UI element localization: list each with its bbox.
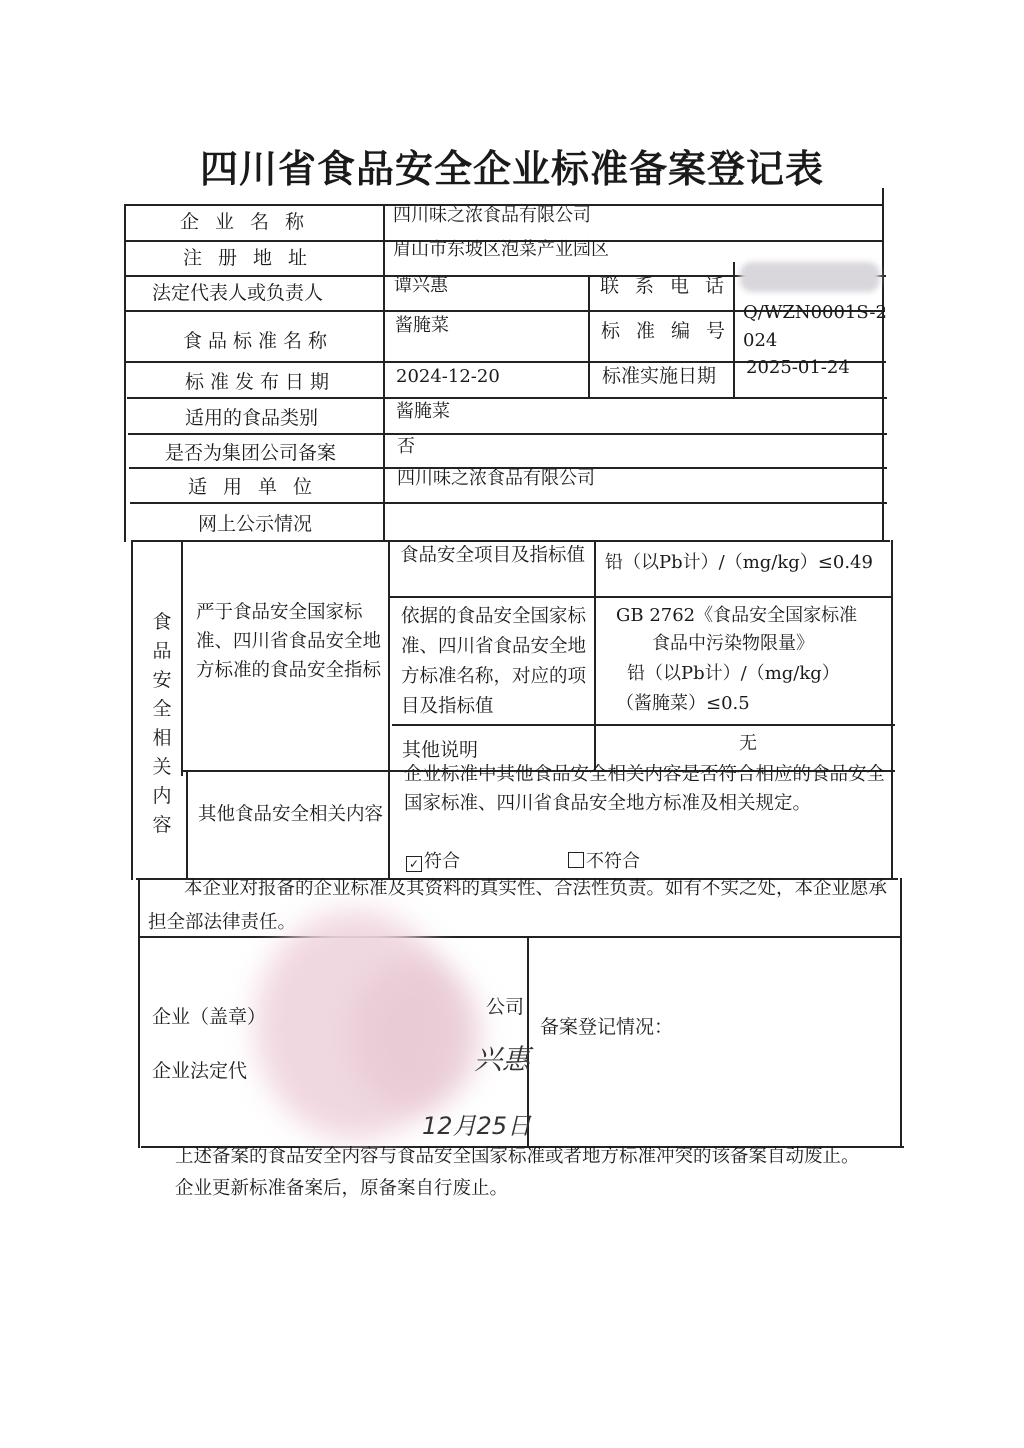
company-seal-label: 企业（盖章） <box>152 1006 267 1028</box>
company-name-label: 企业名称 <box>180 211 321 233</box>
registered-address-value: 眉山市东坡区泡菜产业园区 <box>393 239 609 260</box>
company-name-value: 四川味之浓食品有限公司 <box>393 205 591 226</box>
publish-date-label: 标准发布日期 <box>185 371 336 393</box>
table-rule <box>392 724 895 726</box>
seal-blur-overlay <box>350 960 480 1110</box>
table-rule <box>594 540 596 772</box>
basis-standard-label: 依据的食品安全国家标准、四川省食品安全地方标准名称，对应的项目及指标值 <box>401 606 587 717</box>
publish-date-value: 2024-12-20 <box>396 366 500 387</box>
other-content-question: 企业标准中其他食品安全相关内容是否符合相应的食品安全国家标准、四川省食品安全地方标准及相关规定。 <box>404 764 886 814</box>
safety-section-side-label: 食品安全相关内容 <box>152 611 172 836</box>
other-note-label: 其他说明 <box>402 739 479 761</box>
basis-standard-value-line1: GB 2762《食品安全国家标准 <box>616 605 858 626</box>
online-publicity-label: 网上公示情况 <box>198 513 313 535</box>
table-rule <box>388 596 893 598</box>
table-rule <box>138 878 140 1148</box>
option-comply-label: 符合 <box>424 851 460 872</box>
declaration-text: 本企业对报备的企业标准及其资料的真实性、合法性负责。如有不实之处，本企业愿承担全部法律责任。 <box>148 878 888 933</box>
phone-label: 联系电话 <box>600 275 741 297</box>
safety-item-value: 铅（以Pb计）/（mg/kg）≤0.49 <box>605 552 873 573</box>
table-rule <box>900 878 902 1148</box>
table-rule <box>388 540 390 880</box>
footer-note: 上述备案的食品安全内容与食品安全国家标准或者地方标准冲突的该备案自动废止。企业更新标准备案后，原备案自行废止。 <box>175 1146 860 1199</box>
signature-handwriting: 兴惠 <box>474 1043 531 1076</box>
signature-date: 12月25日 <box>422 1112 532 1140</box>
food-category-value: 酱腌菜 <box>396 401 450 422</box>
phone-redacted <box>740 262 880 292</box>
legal-rep-sign-label: 企业法定代 <box>152 1060 248 1082</box>
legal-rep-label: 法定代表人或负责人 <box>152 282 324 304</box>
table-rule <box>186 770 188 880</box>
registered-address-label: 注册地址 <box>183 247 324 269</box>
table-rule <box>891 540 893 880</box>
table-rule <box>128 433 887 435</box>
standard-name-value: 酱腌菜 <box>395 315 449 336</box>
effective-date-value: 2025-01-24 <box>746 357 850 378</box>
stricter-indicators-label: 严于食品安全国家标准、四川省食品安全地方标准的食品安全指标 <box>196 602 382 681</box>
standard-number-value-line1: Q/WZN0001S-2 <box>743 302 887 323</box>
table-rule <box>131 540 133 880</box>
effective-date-label: 标准实施日期 <box>602 365 717 387</box>
table-rule <box>124 204 126 542</box>
company-seal-suffix: 公司 <box>486 996 525 1018</box>
filing-status-label: 备案登记情况： <box>540 1016 674 1038</box>
standard-number-value-line2: 024 <box>743 330 778 351</box>
group-filing-value: 否 <box>397 436 415 457</box>
basis-standard-value-line4: （酱腌菜）≤0.5 <box>616 693 750 714</box>
checkbox-checked[interactable]: ✓ <box>406 856 422 872</box>
basis-standard-value-line2: 食品中污染物限量》 <box>652 633 814 654</box>
page-title: 四川省食品安全企业标准备案登记表 <box>199 147 824 191</box>
table-rule <box>127 397 887 399</box>
checkbox-unchecked[interactable] <box>568 852 584 868</box>
safety-item-label: 食品安全项目及指标值 <box>400 545 586 566</box>
group-filing-label: 是否为集团公司备案 <box>165 442 337 464</box>
option-not-comply-label: 不符合 <box>586 851 640 872</box>
food-category-label: 适用的食品类别 <box>185 407 319 429</box>
basis-standard-value-line3: 铅（以Pb计）/（mg/kg） <box>627 663 840 684</box>
table-rule <box>588 275 590 397</box>
standard-number-label: 标准编号 <box>601 320 742 342</box>
applicable-unit-value: 四川味之浓食品有限公司 <box>397 468 595 489</box>
table-rule <box>882 188 884 542</box>
standard-name-label: 食品标准名称 <box>183 330 334 352</box>
other-note-value: 无 <box>739 733 757 754</box>
table-rule <box>181 540 183 776</box>
legal-rep-value: 谭兴惠 <box>394 275 448 296</box>
table-rule <box>383 204 385 542</box>
applicable-unit-label: 适用单位 <box>188 476 329 498</box>
table-rule <box>130 502 887 504</box>
other-content-label: 其他食品安全相关内容 <box>198 804 384 825</box>
